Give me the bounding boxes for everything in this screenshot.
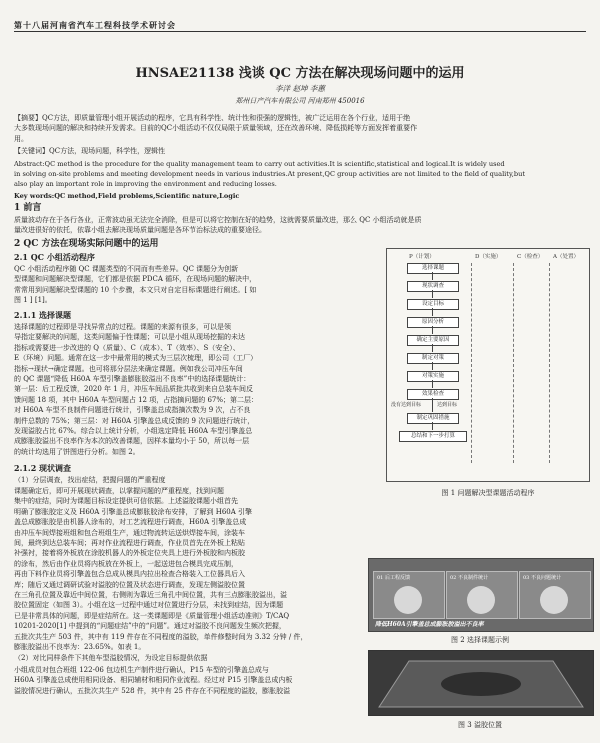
figure-2-caption: 图 2 选择课题示例 (451, 636, 509, 644)
section-2-1-2-line: 再由下料作业员将引擎盖包合总成从模具内拉出检查合格装入工位器具后入 (14, 570, 245, 579)
section-2-1-body (14, 264, 380, 306)
pie-panel (446, 571, 518, 619)
section-2-1-2-line: 在三角孔位置及靠近中间位置，右侧则为靠近三角孔中间位置，共有三点膨胀胶溢出，溢 (14, 591, 287, 599)
section-2-heading: 2 QC 方法在现场实际问题中的运用 (14, 239, 159, 249)
flow-step: 对策实施 (407, 371, 459, 382)
figure-2-image (368, 558, 594, 632)
hood-photo-icon (369, 651, 593, 715)
section-2-1-1-line: 选择课题的过程即是寻找异常点的过程。课题的来源有很多，可以是领 (14, 323, 231, 331)
section-2-1-1-line: 制件总数的 75%；第三层：对 H60A 引擎盖总成反馈的 9 次问题进行统计， (14, 416, 255, 425)
section-2-1-2-heading: 2.1.2 现状调查 (14, 463, 72, 473)
section-2-1-1-line: 发现溢胶占比 67%。综合以上统计分析，小组选定降低 H60A 车型引擎盖总 (14, 427, 253, 436)
branch-label: 没有达到目标 (391, 402, 422, 408)
section-2-1-2-tail-line: H60A 引擎盖总成使用相同设备、相同辅材和相同作业流程。经过对 P15 引擎盖总成内板 (14, 676, 293, 685)
abstract-cn-line: 【摘要】QC方法，即质量管理小组开展活动的程序，它具有科学性、统计性和很强的逻辑性，被广泛运用在各个行业，适用于绝 (14, 114, 411, 122)
section-2-1-1-line: 的 QC 课题“降低 H60A 车型引擎盖膨胀胶溢出不良率”中的选择课题统计： (14, 375, 251, 384)
flow-step: 确定主要原因 (407, 335, 459, 346)
pie-chart-icon (467, 586, 495, 614)
figure-1-caption: 图 1 问题解决型课题活动程序 (441, 489, 535, 497)
phase-label: A（处置） (553, 254, 579, 260)
figure-2-overlay-title: 降低H60A引擎盖总成膨胀胶溢出不良率 (375, 621, 484, 628)
panel-label: 02 不良制件统计 (450, 575, 488, 581)
section-2-1-2-line: 已是非常具体的问题，即是症结所在。这一类课题即是《质量管理小组活动准则》T/CAQ (14, 611, 290, 620)
flow-step: 设定目标 (407, 299, 459, 310)
section-2-1-2-line: 胶位置固定（如图 3）。小组在这一过程中通过对位置进行分层，未找到症结，因为课题 (14, 601, 284, 610)
section-2-1-1-line: 馈问题 18 项，其中 H60A 车型问题占 12 项，占指摘问题的 67%；第二层： (14, 395, 259, 404)
phase-label: P（计划） (409, 254, 435, 260)
branch-label: 达到目标 (437, 402, 458, 408)
section-2-1-1-line: 指标→现状→确定课题。也可将那分层法来确定课题。例如我公司冲压车间 (14, 364, 243, 373)
pie-chart-icon (394, 586, 422, 614)
section-2-1-line: QC 小组活动程序随 QC 课题类型的不同而有些差异。QC 课题分为创新 (14, 265, 239, 273)
survey-item-2: （2）对比同样条件下其他车型溢胶情况，为设定目标提供依据 (14, 654, 208, 662)
section-2-1-2-line: 课题确定后，即可开展现状调查，以掌握问题的严重程度，找到问题 (14, 487, 224, 495)
flow-step: 现状调查 (407, 281, 459, 292)
panel-label: 03 不良问题统计 (523, 575, 561, 581)
flow-arrow (432, 290, 433, 298)
flow-arrow (432, 398, 433, 412)
section-2-1-2-line: 的涂布，然后由作业员将内板放在外板上，一起送进包合模具完成压制， (14, 559, 238, 568)
section-2-1-2-body (14, 486, 366, 590)
section-2-1-2-line: 间，最终到达总装车间；再对作业流程进行调查，作业员首先在外板上粘贴 (14, 539, 245, 548)
flow-step: 原因分析 (407, 317, 459, 328)
section-2-1-2-line: 盖总成膨胀胶是由机器人涂布的，对工艺流程进行调查，H60A 引擎盖总成 (14, 518, 247, 527)
section-2-1-2-line: 补强衬，接着将外板放在涂胶机器人的外板定位夹具上进行外板胶和内板胶 (14, 549, 245, 558)
phase-divider (471, 263, 472, 463)
section-2-1-line: 常常用到问题解决型课题的 10 个步骤，本文只对自定目标课题进行阐述。[ 如 (14, 285, 257, 294)
journal-header: 第十八届河南省汽车工程科技学术研讨会 (14, 20, 176, 30)
section-2-1-2-line: 10201-2020[1] 中提到的“问题症结”中的“问题”。通过对溢胶不良问题发生频次把握， (14, 622, 286, 631)
abstract-en-line: in solving on-site problems and meeting development needs in various industries.At present,QC group activities are not limited to the field of quality,but (14, 170, 526, 178)
flow-step: 效果检查 (407, 389, 459, 400)
section-2-1-line: 图 1 ] [1]。 (14, 296, 52, 305)
flow-step: 制定巩固措施 (407, 413, 459, 424)
section-2-1-2-line: 集中的症结，同时为课题目标设定提供可信依据。上述溢胶课题小组首先 (14, 497, 238, 506)
authors: 李洋 赵坤 李蕙 (275, 84, 325, 93)
section-2-1-1-line: E（环境）问题。通常在这一步中最常用的模式为三层次梳理，即公司（工厂） (14, 354, 258, 363)
abstract-en (14, 159, 592, 189)
survey-item-1: （1）分层调查，找出症结，把握问题的严重程度 (14, 476, 166, 484)
flow-arrow (432, 422, 433, 430)
phase-label: D（实施） (475, 254, 502, 260)
phase-label: C（检查） (517, 254, 544, 260)
figure-3-caption: 图 3 溢胶位置 (458, 721, 502, 729)
flow-arrow (432, 380, 433, 388)
section-2-1-2-line: 膨胀胶溢出不良率为：23.65%。如表 1。 (14, 643, 146, 652)
section-2-1-2-tail-line: 小组成员对包合班组 122-06 包边机生产制件进行确认，P15 车型的引擎盖总成与 (14, 666, 269, 674)
section-2-1-1-line: 对 H60A 车型不良制件问题进行统计，引擎盖总成指摘次数为 9 次，占不良 (14, 406, 251, 415)
section-2-1-1-line: 第一层：后工程反馈，2020 年 1 月，冲压车间品质批共收到来自总装车间反 (14, 385, 253, 394)
flow-arrow (432, 344, 433, 352)
pie-panel (519, 571, 591, 619)
keywords-cn: 【关键词】QC方法，现场问题，科学性，逻辑性 (14, 147, 166, 155)
section-1-body (14, 215, 592, 236)
section-2-1-2-line: 由冲压车间焊接班组和包合班组生产，通过物流转运送烘焊接车间，涂装车 (14, 528, 245, 537)
flow-arrow (432, 362, 433, 370)
section-2-1-2-body-wide (14, 590, 366, 652)
section-2-1-heading: 2.1 QC 小组活动程序 (14, 252, 95, 262)
section-2-1-1-line: 成膨胀胶溢出不良率作为本次的改善课题，因样本量均小于 50，所以每一层 (14, 437, 250, 446)
pie-chart-icon (540, 586, 568, 614)
section-1-heading: 1 前言 (14, 203, 42, 213)
pie-panel (373, 571, 445, 619)
section-2-1-1-line: 指标或需要进一步改进的 Q（质量）、C（成本）、T（效率）、S（安全）、 (14, 343, 240, 352)
abstract-en-line: Abstract:QC method is the procedure for the quality management team to carry out activities.It is scientific,statistical and logical.It is widely used (14, 160, 505, 168)
section-2-1-2-tail (14, 665, 366, 696)
phase-divider (513, 263, 514, 463)
figure-1-flowchart (386, 248, 590, 482)
paper-title: HNSAE21138 浅谈 QC 方法在解决现场问题中的运用 (135, 66, 465, 81)
flow-arrow (432, 326, 433, 334)
flow-step: 选择课题 (407, 263, 459, 274)
section-2-1-1-body (14, 322, 380, 457)
abstract-cn (14, 113, 590, 144)
abstract-cn-line: 大多数现场问题的解决和持续开发需求。目前的QC小组活动不仅仅局限于质量领域，还在改善环境、降低损耗等方面发挥着重要作 (14, 124, 418, 133)
section-2-1-2-line: 明确了膨胀胶定义及 H60A 引擎盖总成膨胀胶涂布安排，了解到 H60A 引擎 (14, 507, 253, 516)
panel-label: 01 后工程反馈 (377, 575, 410, 581)
section-2-1-1-line: 导指定要解决的问题，这类问题偏于性课题；可以是小组从现场挖掘的未达 (14, 333, 245, 342)
section-2-1-1-heading: 2.1.1 选择课题 (14, 310, 72, 320)
keywords-en: Key words:QC method,Field problems,Scientific nature,Logic (14, 192, 240, 200)
flow-arrow (432, 272, 433, 280)
section-2-1-1-line: 的统计均选用了饼图进行分析。如图 2。 (14, 447, 140, 456)
section-2-1-2-line: 五批次共生产 503 件，其中有 119 件存在不同程度的溢胶，单件修整时间为 3.32 分钟 / 件， (14, 632, 308, 641)
flow-step: 总结和下一步打算 (399, 431, 467, 442)
section-2-1-2-tail-line: 溢胶情况进行确认，五批次共生产 528 件，其中有 25 件存在不同程度的溢胶，膨胀胶溢 (14, 686, 291, 695)
flow-step: 制定对策 (407, 353, 459, 364)
section-2-1-line: 型课题和问题解决型课题，它们都是依据 PDCA 循环，在现场问题的解决中， (14, 275, 257, 284)
affiliation: 郑州日产汽车有限公司 河南郑州 450016 (235, 97, 365, 105)
abstract-en-line: also play an important role in improving the environment and reducing losses. (14, 180, 277, 188)
abstract-cn-line: 用。 (14, 134, 28, 143)
section-1-line: 量改进很好的依托，依靠小组去解决现场质量问题是各环节治标法成的重要途径。 (14, 226, 266, 235)
section-1-line: 质量波动存在于各行各业，正常波动虽无法完全消除，但是可以将它控制在好的趋势，这就需要质量改进，那么 QC 小组活动就是质 (14, 216, 422, 224)
header-rule (14, 31, 586, 32)
figure-3-image (368, 650, 594, 716)
flow-arrow (432, 308, 433, 316)
phase-divider (549, 263, 550, 463)
section-2-1-2-line: 库；随后又通过调研试验对溢胶的位置及状态进行调查，发现左侧溢胶位置 (14, 580, 245, 589)
